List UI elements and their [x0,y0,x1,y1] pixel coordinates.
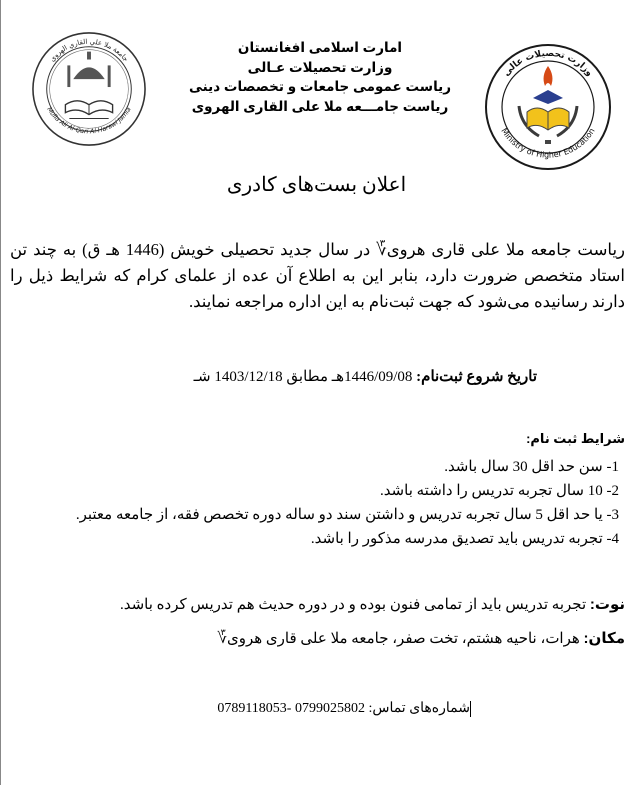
note-label: نوت: [589,596,625,613]
svg-text:وزارت تحصیلات عالی: وزارت تحصیلات عالی [501,48,595,79]
contact-line[interactable] [217,700,472,717]
header-line-ministry: وزارت تحصیلات عـالی [247,59,393,75]
condition-item: 2- 10 سال تجربه تدریس را داشته باشد. [379,483,619,499]
header-line-emirate: امارت اسلامی افغانستان [237,40,403,55]
contact-numbers[interactable]: 0799025802 -0789118053 [217,701,365,716]
note-text: تجربه تدریس باید از تمامی فنون بوده و در دوره حدیث هم تدریس کرده باشد. [119,597,587,613]
condition-item: 4- تجربه تدریس باید تصدیق مدرسه مذکور را باشد. [310,531,619,547]
ministry-seal-logo [481,42,615,172]
condition-item: 3- یا حد اقل 5 سال تجربه تدریس و داشتن سند دو ساله دوره تخصص فقه، از جامعه معتبر. [75,507,619,523]
note [8,595,625,614]
location-label: مکان: [583,630,625,647]
page-left-border [0,0,1,785]
registration-date-label: تاریخ شروع ثبت‌نام: [416,369,537,385]
location [8,629,625,648]
jamia-seal-logo [30,30,148,148]
text-cursor [470,701,471,717]
announcement-title: اعلان بست‌های کادری [226,174,407,196]
location-text: هرات، ناحیه هشتم، تخت صفر، جامعه ملا علی قاری هروی؆ [217,631,580,647]
contact-label: شماره‌های تماس: [368,701,470,716]
announcement-intro: ریاست جامعه ملا علی قاری هروی؆ در سال جدید تحصیلی خویش (1446 هـ ق) به چند تن استاد متخصص ضرورت دارد، بنابر این به اطلاع آن عده از علمای کرام که شرایط ذیل را دارند رسانیده می‌شود که جهت ثبت‌نام به این اداره مراجعه نمایند. [10,240,626,311]
conditions-title: شرایط ثبت نام: [526,431,625,446]
header-line-university: ریاست جامـــعه ملا علی القاری الهروی [191,98,449,114]
svg-text:Ministry of Higher Education: Ministry of Higher Education [499,126,597,160]
letterhead [160,38,480,116]
header-line-directorate: ریاست عمومی جامعات و تخصصات دینی [189,79,451,94]
registration-date-value: 1446/09/08هـ مطابق 1403/12/18 شـ [193,369,413,385]
conditions-list [8,455,625,551]
svg-text:Mulla Ali Al-Qari Al-Harawi Ja: Mulla Ali Al-Qari Al-Harawi Jamia [45,106,133,136]
svg-text:جامعة ملا علي القاري الهروي: جامعة ملا علي القاري الهروي [48,37,130,64]
registration-date [194,367,537,386]
condition-item: 1- سن حد اقل 30 سال باشد. [444,459,619,475]
